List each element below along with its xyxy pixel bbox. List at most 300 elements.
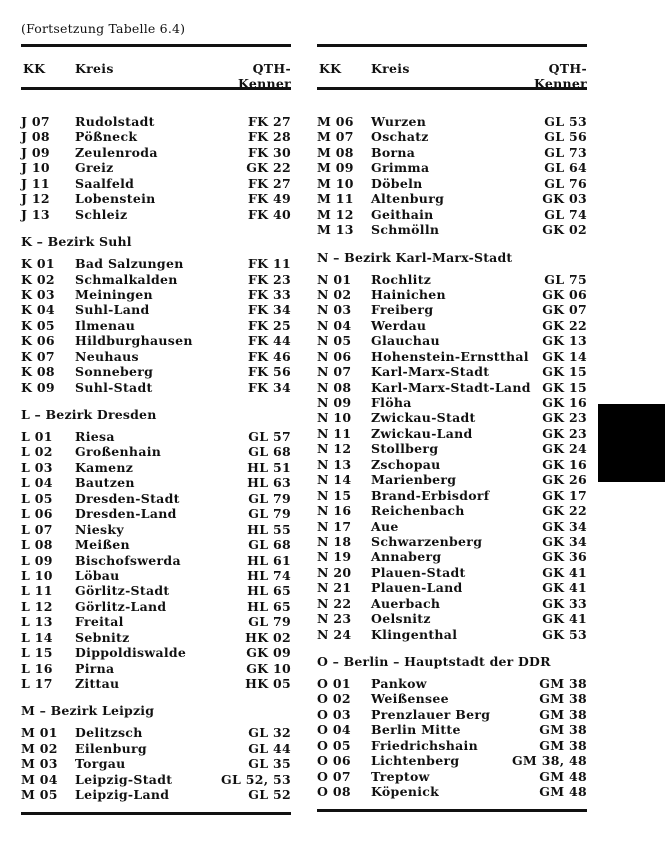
cell-qth: GK 13 xyxy=(542,333,587,349)
cell-qth: FK 27 xyxy=(248,175,291,191)
cell-kreis: Hohenstein-Ernstthal xyxy=(371,348,529,364)
table-row xyxy=(317,519,587,534)
cell-qth: GL 79 xyxy=(248,614,291,630)
table-row xyxy=(21,772,291,787)
cell-kreis: Bischofswerda xyxy=(75,552,181,568)
cell-kreis: Altenburg xyxy=(371,191,445,207)
cell-qth: HL 65 xyxy=(247,598,291,614)
cell-kk: M 11 xyxy=(317,191,354,207)
cell-qth: GK 34 xyxy=(542,518,587,534)
cell-kk: N 15 xyxy=(317,487,352,503)
cell-kreis: Flöha xyxy=(371,395,412,410)
table-body xyxy=(21,90,291,803)
cell-kreis: Saalfeld xyxy=(75,175,135,191)
cell-kk: O 06 xyxy=(317,753,351,769)
cell-kreis: Plauen-Land xyxy=(371,580,463,596)
cell-qth: GM 38 xyxy=(539,706,587,722)
cell-kk: O 07 xyxy=(317,768,351,784)
table-row xyxy=(21,553,291,568)
table-row xyxy=(21,129,291,144)
cell-qth: GK 17 xyxy=(542,487,587,503)
cell-kk: J 10 xyxy=(21,160,50,176)
cell-qth: GL 56 xyxy=(544,129,587,145)
table-row xyxy=(21,114,291,129)
cell-qth: GL 75 xyxy=(544,271,587,287)
cell-kk: K 06 xyxy=(21,333,55,349)
table-row xyxy=(21,522,291,537)
cell-qth: FK 49 xyxy=(248,191,291,207)
cell-kk: N 12 xyxy=(317,441,352,457)
cell-kk: K 09 xyxy=(21,379,55,395)
table-row xyxy=(21,676,291,691)
cell-kk: L 17 xyxy=(21,676,53,691)
table-row xyxy=(317,534,587,549)
cell-kreis: Suhl-Stadt xyxy=(75,379,153,395)
cell-kk: M 12 xyxy=(317,206,354,222)
cell-qth: GK 06 xyxy=(542,286,587,302)
cell-kreis: Hildburghausen xyxy=(75,333,193,349)
cell-kreis: Torgau xyxy=(75,756,126,772)
cell-kk: L 12 xyxy=(21,598,53,614)
table-row xyxy=(317,145,587,160)
table-row xyxy=(317,349,587,364)
cell-kk: L 08 xyxy=(21,537,53,553)
cell-qth: GK 36 xyxy=(542,549,587,565)
cell-qth: GL 68 xyxy=(248,537,291,553)
table-row xyxy=(317,565,587,580)
cell-kreis: Löbau xyxy=(75,567,120,583)
table-row xyxy=(317,549,587,564)
table-row xyxy=(21,207,291,222)
cell-qth: GL 76 xyxy=(544,175,587,191)
cell-qth: GK 23 xyxy=(542,425,587,441)
cell-kk: N 19 xyxy=(317,549,352,565)
table-row xyxy=(21,191,291,206)
cell-kk: L 14 xyxy=(21,629,53,645)
cell-kreis: Klingenthal xyxy=(371,626,458,642)
cell-kk: N 16 xyxy=(317,503,352,519)
cell-qth: GK 07 xyxy=(542,302,587,318)
table-row xyxy=(317,676,587,691)
cell-qth: GL 44 xyxy=(248,740,291,756)
table-row xyxy=(317,627,587,642)
cell-kreis: Bad Salzungen xyxy=(75,256,184,272)
cell-qth: GK 03 xyxy=(542,191,587,207)
cell-kreis: Dresden-Stadt xyxy=(75,490,180,506)
cell-kk: L 02 xyxy=(21,444,53,460)
cell-kk: L 15 xyxy=(21,645,53,661)
cell-qth: FK 28 xyxy=(248,129,291,145)
cell-kreis: Brand-Erbisdorf xyxy=(371,487,490,503)
cell-qth: GK 02 xyxy=(542,222,587,238)
table-row xyxy=(317,784,587,799)
cell-kreis: Annaberg xyxy=(371,549,442,565)
cell-qth: GK 22 xyxy=(542,503,587,519)
cell-kreis: Schmölln xyxy=(371,222,440,238)
cell-qth: GM 38, 48 xyxy=(511,753,587,769)
table-header xyxy=(317,47,587,91)
cell-kreis: Karl-Marx-Stadt xyxy=(371,364,490,380)
cell-kk: N 01 xyxy=(317,271,352,287)
header-qth-line1: QTH- xyxy=(548,61,587,76)
header-qth xyxy=(534,61,587,91)
table-row xyxy=(317,333,587,348)
table-row xyxy=(317,176,587,191)
table-row xyxy=(21,537,291,552)
table-row xyxy=(21,614,291,629)
table-row xyxy=(21,160,291,175)
cell-kreis: Görlitz-Land xyxy=(75,598,167,614)
cell-qth: HL 51 xyxy=(247,459,291,475)
table-row xyxy=(21,364,291,379)
cell-kreis: Rochlitz xyxy=(371,271,432,287)
cell-kk: N 08 xyxy=(317,379,352,395)
table-row xyxy=(317,191,587,206)
cell-qth: GM 48 xyxy=(539,768,587,784)
cell-kreis: Friedrichshain xyxy=(371,737,478,753)
cell-qth: FK 34 xyxy=(248,379,291,395)
section-title: K – Bezirk Suhl xyxy=(21,234,132,250)
table-row xyxy=(21,725,291,740)
table-row xyxy=(317,707,587,722)
cell-kreis: Schwarzenberg xyxy=(371,533,483,549)
cell-kk: M 03 xyxy=(21,756,58,772)
table-row xyxy=(21,741,291,756)
cell-qth: HK 02 xyxy=(245,629,291,645)
cell-kreis: Pößneck xyxy=(75,129,138,145)
table-row xyxy=(317,503,587,518)
table-row xyxy=(317,302,587,317)
header-qth-line2: Kenner xyxy=(533,76,587,91)
cell-kk: N 14 xyxy=(317,472,352,488)
cell-kk: N 10 xyxy=(317,410,352,426)
cell-qth: GM 38 xyxy=(539,676,587,691)
cell-qth: GK 33 xyxy=(542,595,587,611)
cell-kk: N 20 xyxy=(317,564,352,580)
cell-kk: M 04 xyxy=(21,771,58,787)
cell-qth: GK 24 xyxy=(542,441,587,457)
section-title: L – Bezirk Dresden xyxy=(21,407,157,422)
cell-qth: FK 11 xyxy=(248,256,291,272)
cell-kk: L 03 xyxy=(21,459,53,475)
table-row xyxy=(21,475,291,490)
cell-kreis: Pankow xyxy=(371,676,427,691)
table-row xyxy=(317,488,587,503)
table-row xyxy=(317,457,587,472)
cell-kreis: Görlitz-Stadt xyxy=(75,583,170,599)
cell-kreis: Freital xyxy=(75,614,124,630)
cell-kk: M 08 xyxy=(317,144,354,160)
cell-qth: GK 34 xyxy=(542,533,587,549)
section-title: N – Bezirk Karl-Marx-Stadt xyxy=(317,249,513,265)
cell-qth: GL 64 xyxy=(544,160,587,176)
cell-kk: M 06 xyxy=(317,114,354,129)
table-row xyxy=(21,599,291,614)
cell-kreis: Grimma xyxy=(371,160,430,176)
table-row xyxy=(21,506,291,521)
cell-kreis: Suhl-Land xyxy=(75,302,150,318)
table-row xyxy=(317,738,587,753)
cell-qth: FK 46 xyxy=(248,348,291,364)
cell-kk: N 06 xyxy=(317,348,352,364)
table-caption: (Fortsetzung Tabelle 6.4) xyxy=(21,21,186,36)
header-kk: KK xyxy=(319,61,342,76)
table-row xyxy=(21,380,291,395)
cell-kk: N 09 xyxy=(317,395,352,410)
cell-kreis: Schleiz xyxy=(75,206,128,222)
cell-kreis: Zschopau xyxy=(371,456,441,472)
cell-qth: GM 38 xyxy=(539,691,587,707)
cell-kreis: Karl-Marx-Stadt-Land xyxy=(371,379,531,395)
cell-kreis: Borna xyxy=(371,144,416,160)
cell-kreis: Leipzig-Stadt xyxy=(75,771,173,787)
cell-kk: O 03 xyxy=(317,706,351,722)
cell-kreis: Döbeln xyxy=(371,175,423,191)
table-row xyxy=(21,287,291,302)
table-row xyxy=(21,333,291,348)
cell-kk: J 07 xyxy=(21,114,50,129)
cell-kk: O 04 xyxy=(317,722,351,738)
table-row xyxy=(21,318,291,333)
cell-qth: GK 22 xyxy=(246,160,291,176)
cell-kreis: Delitzsch xyxy=(75,725,143,741)
table-row xyxy=(317,160,587,175)
cell-kk: N 11 xyxy=(317,425,352,441)
section-title: M – Bezirk Leipzig xyxy=(21,703,155,719)
cell-kreis: Sonneberg xyxy=(75,364,154,380)
table-column-left xyxy=(21,44,291,815)
header-qth xyxy=(238,61,291,91)
cell-kreis: Marienberg xyxy=(371,472,457,488)
table-row xyxy=(21,429,291,444)
cell-qth: GK 22 xyxy=(542,317,587,333)
cell-qth: GL 52, 53 xyxy=(220,771,291,787)
table-row xyxy=(317,380,587,395)
cell-kreis: Weißensee xyxy=(371,691,449,707)
cell-kk: K 08 xyxy=(21,364,55,380)
cell-kk: N 24 xyxy=(317,626,352,642)
cell-qth: GL 57 xyxy=(248,429,291,444)
cell-kk: L 09 xyxy=(21,552,53,568)
cell-kk: N 07 xyxy=(317,364,352,380)
table-row xyxy=(21,256,291,271)
cell-kreis: Zwickau-Land xyxy=(371,425,473,441)
cell-kk: N 03 xyxy=(317,302,352,318)
cell-kreis: Stollberg xyxy=(371,441,439,457)
table-body xyxy=(317,90,587,800)
table-row xyxy=(21,272,291,287)
table-row xyxy=(21,630,291,645)
cell-kreis: Greiz xyxy=(75,160,114,176)
table-row xyxy=(21,302,291,317)
table-row xyxy=(317,611,587,626)
table-row xyxy=(317,580,587,595)
cell-qth: FK 56 xyxy=(248,364,291,380)
table-column-right xyxy=(317,44,587,812)
cell-qth: GK 41 xyxy=(542,611,587,627)
cell-qth: GK 53 xyxy=(542,626,587,642)
cell-qth: GL 79 xyxy=(248,506,291,522)
cell-kk: J 12 xyxy=(21,191,50,207)
table-row xyxy=(317,114,587,129)
cell-kk: M 07 xyxy=(317,129,354,145)
cell-kk: K 05 xyxy=(21,317,55,333)
cell-kreis: Zittau xyxy=(75,676,120,691)
cell-qth: GK 23 xyxy=(542,410,587,426)
cell-kk: K 07 xyxy=(21,348,55,364)
cell-kreis: Oschatz xyxy=(371,129,429,145)
cell-qth: GK 09 xyxy=(246,645,291,661)
cell-kk: J 11 xyxy=(21,175,50,191)
cell-qth: GK 16 xyxy=(542,395,587,410)
cell-qth: GK 16 xyxy=(542,456,587,472)
cell-kreis: Plauen-Stadt xyxy=(371,564,466,580)
cell-kreis: Köpenick xyxy=(371,784,440,800)
cell-kk: J 08 xyxy=(21,129,50,145)
cell-qth: FK 27 xyxy=(248,114,291,129)
cell-kreis: Zwickau-Stadt xyxy=(371,410,476,426)
table-row xyxy=(317,272,587,287)
table-row xyxy=(317,410,587,425)
table-row xyxy=(21,491,291,506)
cell-kreis: Großenhain xyxy=(75,444,162,460)
cell-kk: K 02 xyxy=(21,271,55,287)
cell-qth: HL 63 xyxy=(247,475,291,491)
cell-qth: HL 61 xyxy=(247,552,291,568)
cell-kreis: Meiningen xyxy=(75,286,153,302)
cell-kk: N 04 xyxy=(317,317,352,333)
cell-kk: N 05 xyxy=(317,333,352,349)
cell-qth: HL 65 xyxy=(247,583,291,599)
cell-kk: K 04 xyxy=(21,302,55,318)
cell-kk: N 22 xyxy=(317,595,352,611)
header-kk: KK xyxy=(23,61,46,76)
table-row xyxy=(21,460,291,475)
table-row xyxy=(21,176,291,191)
cell-kk: M 02 xyxy=(21,740,58,756)
cell-kreis: Sebnitz xyxy=(75,629,130,645)
cell-qth: GM 38 xyxy=(539,722,587,738)
cell-qth: GK 41 xyxy=(542,580,587,596)
cell-qth: GL 68 xyxy=(248,444,291,460)
table-row xyxy=(317,364,587,379)
table-row xyxy=(317,722,587,737)
table-row xyxy=(21,349,291,364)
cell-kreis: Pirna xyxy=(75,660,115,676)
cell-kreis: Meißen xyxy=(75,537,130,553)
cell-qth: GM 48 xyxy=(539,784,587,800)
cell-qth: GK 15 xyxy=(542,364,587,380)
cell-kk: N 02 xyxy=(317,286,352,302)
cell-kk: L 01 xyxy=(21,429,53,444)
cell-kreis: Reichenbach xyxy=(371,503,465,519)
cell-kk: M 01 xyxy=(21,725,58,741)
table-row xyxy=(317,222,587,237)
table-row xyxy=(317,129,587,144)
cell-kreis: Aue xyxy=(371,518,399,534)
cell-kreis: Glauchau xyxy=(371,333,440,349)
table-row xyxy=(317,769,587,784)
cell-kreis: Treptow xyxy=(371,768,430,784)
header-kreis: Kreis xyxy=(75,61,114,76)
cell-qth: HL 55 xyxy=(247,521,291,537)
cell-kreis: Wurzen xyxy=(371,114,427,129)
cell-kreis: Lobenstein xyxy=(75,191,156,207)
cell-kk: K 03 xyxy=(21,286,55,302)
table-row xyxy=(317,596,587,611)
cell-kk: M 09 xyxy=(317,160,354,176)
table-row xyxy=(317,318,587,333)
table-row xyxy=(21,145,291,160)
cell-kreis: Auerbach xyxy=(371,595,441,611)
cell-kreis: Neuhaus xyxy=(75,348,139,364)
cell-kk: J 13 xyxy=(21,206,50,222)
cell-qth: FK 40 xyxy=(248,206,291,222)
cell-qth: GM 38 xyxy=(539,737,587,753)
cell-qth: GK 10 xyxy=(246,660,291,676)
cell-kreis: Berlin Mitte xyxy=(371,722,461,738)
header-qth-line1: QTH- xyxy=(252,61,291,76)
cell-kreis: Oelsnitz xyxy=(371,611,431,627)
cell-kreis: Niesky xyxy=(75,521,124,537)
cell-qth: GL 35 xyxy=(248,756,291,772)
cell-qth: GK 14 xyxy=(542,348,587,364)
cell-kk: L 07 xyxy=(21,521,53,537)
cell-kk: L 16 xyxy=(21,660,53,676)
cell-qth: GL 53 xyxy=(544,114,587,129)
bottom-rule xyxy=(21,812,291,815)
cell-kreis: Freiberg xyxy=(371,302,434,318)
cell-kk: O 01 xyxy=(317,676,351,691)
table-header xyxy=(21,47,291,91)
cell-kk: L 06 xyxy=(21,506,53,522)
cell-kk: N 21 xyxy=(317,580,352,596)
cell-qth: HK 05 xyxy=(245,676,291,691)
table-row xyxy=(317,472,587,487)
cell-kk: N 18 xyxy=(317,533,352,549)
cell-kk: O 05 xyxy=(317,737,351,753)
cell-kreis: Werdau xyxy=(371,317,427,333)
cell-kreis: Prenzlauer Berg xyxy=(371,706,491,722)
cell-kreis: Lichtenberg xyxy=(371,753,460,769)
cell-kreis: Geithain xyxy=(371,206,434,222)
cell-qth: FK 23 xyxy=(248,271,291,287)
cell-kreis: Hainichen xyxy=(371,286,446,302)
cell-kk: L 04 xyxy=(21,475,53,491)
cell-qth: FK 33 xyxy=(248,286,291,302)
cell-kreis: Riesa xyxy=(75,429,115,444)
cell-kreis: Eilenburg xyxy=(75,740,147,756)
cell-kreis: Schmalkalden xyxy=(75,271,178,287)
table-row xyxy=(21,568,291,583)
cell-kreis: Dippoldiswalde xyxy=(75,645,187,661)
table-row xyxy=(317,753,587,768)
cell-kk: L 10 xyxy=(21,567,53,583)
cell-qth: GK 41 xyxy=(542,564,587,580)
cell-qth: FK 30 xyxy=(248,144,291,160)
cell-kk: L 05 xyxy=(21,490,53,506)
cell-kk: M 13 xyxy=(317,222,354,238)
cell-kk: M 05 xyxy=(21,787,58,803)
table-row xyxy=(21,444,291,459)
cell-kk: M 10 xyxy=(317,175,354,191)
cell-kk: N 17 xyxy=(317,518,352,534)
section-title: O – Berlin – Hauptstadt der DDR xyxy=(317,654,551,669)
cell-kk: J 09 xyxy=(21,144,50,160)
cell-qth: FK 25 xyxy=(248,317,291,333)
table-row xyxy=(317,691,587,706)
cell-kk: N 13 xyxy=(317,456,352,472)
